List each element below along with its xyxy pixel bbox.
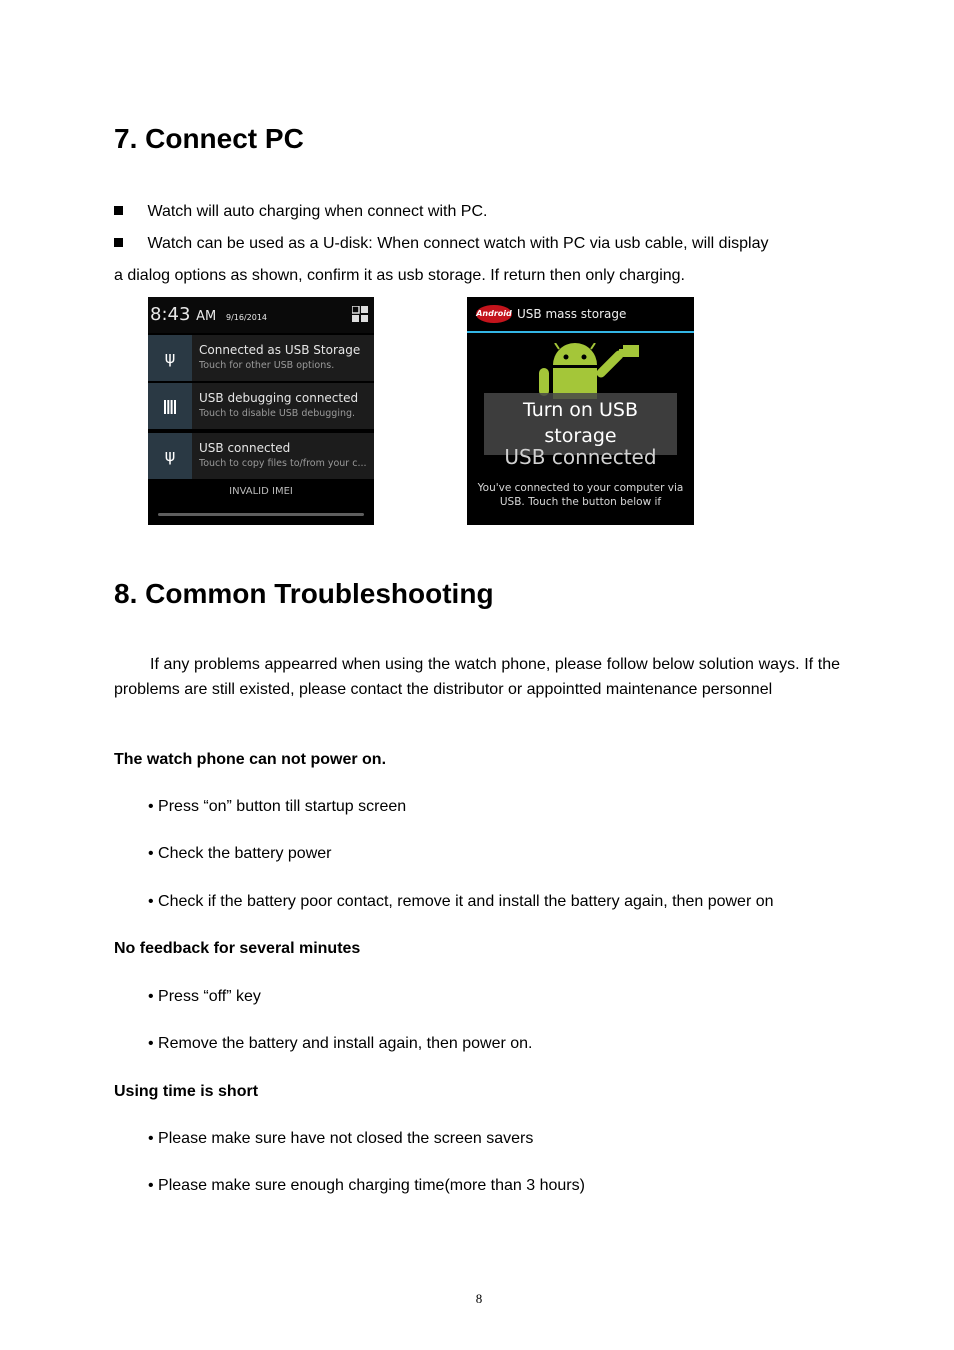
usb-title-bar — [467, 297, 694, 333]
list-item: • Please make sure have not closed the screen savers — [148, 1130, 534, 1147]
notification-shade-screenshot — [148, 297, 374, 525]
square-bullet-icon — [114, 238, 123, 247]
notification-title: USB connected — [199, 441, 291, 455]
troubleshooting-intro: If any problems appearred when using the watch phone, please follow below solution ways. If the problems are still existed, please contact the distributor or appointted maintenance personnel — [114, 656, 840, 698]
bullet-text: Watch can be used as a U-disk: When connect watch with PC via usb cable, will display — [147, 235, 769, 252]
notification-usb-storage — [148, 335, 374, 381]
turn-on-usb-storage-button[interactable]: Turn on USB storage — [484, 393, 677, 455]
imei-status: INVALID IMEI — [229, 486, 293, 497]
bullet-item — [114, 234, 768, 254]
list-item: • Check the battery power — [148, 845, 332, 862]
notification-title: Connected as USB Storage — [199, 343, 361, 357]
android-logo-icon: Android — [476, 305, 512, 323]
notification-subtitle: Touch to copy files to/from your c... — [199, 458, 367, 469]
group-heading: The watch phone can not power on. — [114, 751, 387, 768]
usb-mass-storage-screenshot — [467, 297, 694, 525]
quick-settings-icon — [352, 306, 368, 322]
notification-usb-connected — [148, 433, 374, 479]
square-bullet-icon — [114, 206, 123, 215]
clock-time: 8:43 — [150, 304, 191, 325]
clock-ampm: AM — [196, 309, 217, 324]
usb-description: You've connected to your computer via USB. Touch the button below if — [477, 482, 684, 508]
status-time — [150, 304, 267, 329]
bullet-text: Watch will auto charging when connect with PC. — [147, 203, 488, 220]
notification-usb-debugging — [148, 383, 374, 429]
notification-subtitle: Touch to disable USB debugging. — [199, 408, 356, 419]
shade-drag-handle — [158, 513, 364, 516]
usb-screen-title: USB mass storage — [517, 307, 627, 321]
usb-icon: ψ — [148, 433, 192, 479]
list-item: • Please make sure enough charging time(more than 3 hours) — [148, 1177, 585, 1194]
group-heading: Using time is short — [114, 1083, 259, 1100]
usb-connected-status: USB connected — [504, 445, 657, 469]
bullet-continuation: a dialog options as shown, confirm it as usb storage. If return then only charging. — [114, 267, 685, 284]
section-8-title: 8. Common Troubleshooting — [114, 578, 494, 609]
group-heading: No feedback for several minutes — [114, 940, 361, 957]
bullet-item — [114, 202, 487, 222]
page-number: 8 — [475, 1291, 483, 1306]
list-item: • Press “off” key — [148, 988, 261, 1005]
debug-icon — [148, 383, 192, 429]
list-item: • Remove the battery and install again, then power on. — [148, 1035, 533, 1052]
list-item: • Press “on” button till startup screen — [148, 798, 407, 815]
notification-title: USB debugging connected — [199, 391, 359, 405]
clock-date: 9/16/2014 — [226, 313, 268, 322]
usb-icon: ψ — [148, 335, 192, 381]
status-bar — [148, 297, 374, 333]
section-7-title: 7. Connect PC — [114, 123, 304, 154]
notification-subtitle: Touch for other USB options. — [199, 360, 335, 371]
android-robot-icon — [537, 343, 643, 399]
list-item: • Check if the battery poor contact, remove it and install the battery again, then power on — [148, 893, 774, 910]
